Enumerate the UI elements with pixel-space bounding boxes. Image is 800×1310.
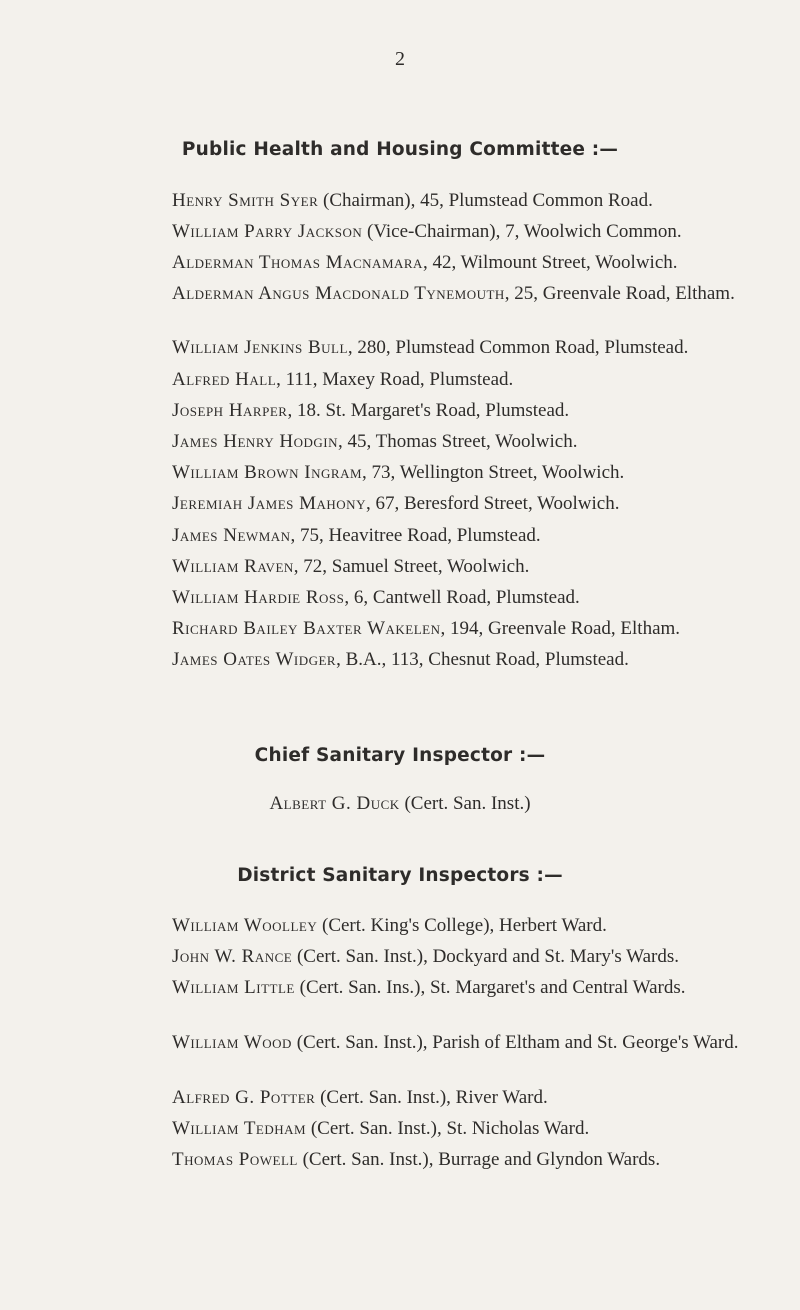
member-name: Albert G. Duck bbox=[269, 793, 400, 814]
member-details: (Cert. San. Inst.), Dockyard and St. Mary's Wards. bbox=[296, 946, 679, 967]
list-item bbox=[172, 617, 772, 640]
member-details: (Cert. San. Inst.), Parish of Eltham and St. George's Ward. bbox=[296, 1032, 739, 1053]
member-name: Jeremiah James Mahony bbox=[172, 493, 366, 514]
member-details: , 6, Cantwell Road, Plumstead. bbox=[344, 587, 580, 608]
member-name: William Jenkins Bull bbox=[172, 337, 348, 358]
list-item bbox=[172, 945, 772, 968]
member-name: Alderman Angus Macdonald Tynemouth bbox=[172, 283, 505, 304]
list-item bbox=[172, 399, 772, 422]
member-name: Alderman Thomas Macnamara bbox=[172, 252, 423, 273]
list-item bbox=[172, 1031, 795, 1054]
list-item bbox=[172, 220, 772, 243]
list-item bbox=[172, 1117, 772, 1140]
member-name: Joseph Harper bbox=[172, 400, 288, 421]
list-item bbox=[172, 336, 772, 359]
member-name: Thomas Powell bbox=[172, 1149, 298, 1170]
member-details: , 67, Beresford Street, Woolwich. bbox=[365, 493, 620, 514]
member-name: Alfred Hall bbox=[172, 369, 277, 390]
member-name: Henry Smith Syer bbox=[172, 190, 319, 211]
chief-inspector-entry bbox=[0, 793, 800, 815]
list-item bbox=[172, 430, 772, 453]
list-item bbox=[172, 461, 772, 484]
list-item bbox=[172, 914, 772, 937]
member-details: , B.A., 113, Chesnut Road, Plumstead. bbox=[336, 649, 629, 670]
member-details: , 45, Thomas Street, Woolwich. bbox=[338, 431, 578, 452]
district-inspectors-heading: District Sanitary Inspectors :— bbox=[237, 865, 563, 886]
member-details: , 72, Samuel Street, Woolwich. bbox=[293, 556, 530, 577]
list-item bbox=[172, 524, 772, 547]
member-details: , 18. St. Margaret's Road, Plumstead. bbox=[287, 400, 570, 421]
member-details: , 42, Wilmount Street, Woolwich. bbox=[422, 252, 678, 273]
member-name: James Oates Widger bbox=[172, 649, 337, 670]
member-details: (Cert. San. Ins.), St. Margaret's and Central Wards. bbox=[299, 977, 686, 998]
member-details: (Cert. San. Inst.), River Ward. bbox=[320, 1087, 548, 1108]
page-number: 2 bbox=[395, 48, 405, 70]
member-name: William Wood bbox=[172, 1032, 292, 1053]
list-item bbox=[172, 251, 772, 274]
member-name: William Raven bbox=[172, 556, 294, 577]
member-name: James Henry Hodgin bbox=[172, 431, 339, 452]
member-name: William Tedham bbox=[172, 1118, 307, 1139]
member-details: , 280, Plumstead Common Road, Plumstead. bbox=[347, 337, 689, 358]
member-details: , 194, Greenvale Road, Eltham. bbox=[440, 618, 681, 639]
committee-heading: Public Health and Housing Committee :— bbox=[181, 139, 619, 160]
list-item bbox=[172, 368, 772, 391]
list-item bbox=[172, 282, 795, 305]
member-name: William Hardie Ross bbox=[172, 587, 345, 608]
member-details: , 73, Wellington Street, Woolwich. bbox=[362, 462, 625, 483]
member-details: (Cert. San. Inst.), St. Nicholas Ward. bbox=[310, 1118, 590, 1139]
member-details: , 25, Greenvale Road, Eltham. bbox=[504, 283, 735, 304]
list-item bbox=[172, 189, 772, 212]
member-name: Alfred G. Potter bbox=[172, 1087, 316, 1108]
member-name: James Newman bbox=[172, 525, 291, 546]
member-details: (Vice-Chairman), 7, Woolwich Common. bbox=[367, 221, 682, 242]
list-item bbox=[172, 976, 795, 999]
member-name: William Parry Jackson bbox=[172, 221, 363, 242]
member-name: William Woolley bbox=[172, 915, 318, 936]
member-details: , 111, Maxey Road, Plumstead. bbox=[276, 369, 514, 390]
member-details: (Cert. King's College), Herbert Ward. bbox=[322, 915, 607, 936]
list-item bbox=[172, 648, 772, 671]
member-details: (Cert. San. Inst.), Burrage and Glyndon Wards. bbox=[302, 1149, 661, 1170]
list-item bbox=[172, 1086, 772, 1109]
list-item bbox=[172, 1148, 772, 1171]
member-name: John W. Rance bbox=[172, 946, 293, 967]
member-details: (Chairman), 45, Plumstead Common Road. bbox=[323, 190, 653, 211]
member-name: William Little bbox=[172, 977, 295, 998]
list-item bbox=[172, 492, 772, 515]
list-item bbox=[172, 586, 772, 609]
chief-inspector-heading: Chief Sanitary Inspector :— bbox=[254, 745, 546, 766]
member-details: (Cert. San. Inst.) bbox=[404, 793, 531, 814]
member-name: William Brown Ingram bbox=[172, 462, 363, 483]
member-name: Richard Bailey Baxter Wakelen bbox=[172, 618, 441, 639]
list-item bbox=[172, 555, 772, 578]
member-details: , 75, Heavitree Road, Plumstead. bbox=[290, 525, 541, 546]
